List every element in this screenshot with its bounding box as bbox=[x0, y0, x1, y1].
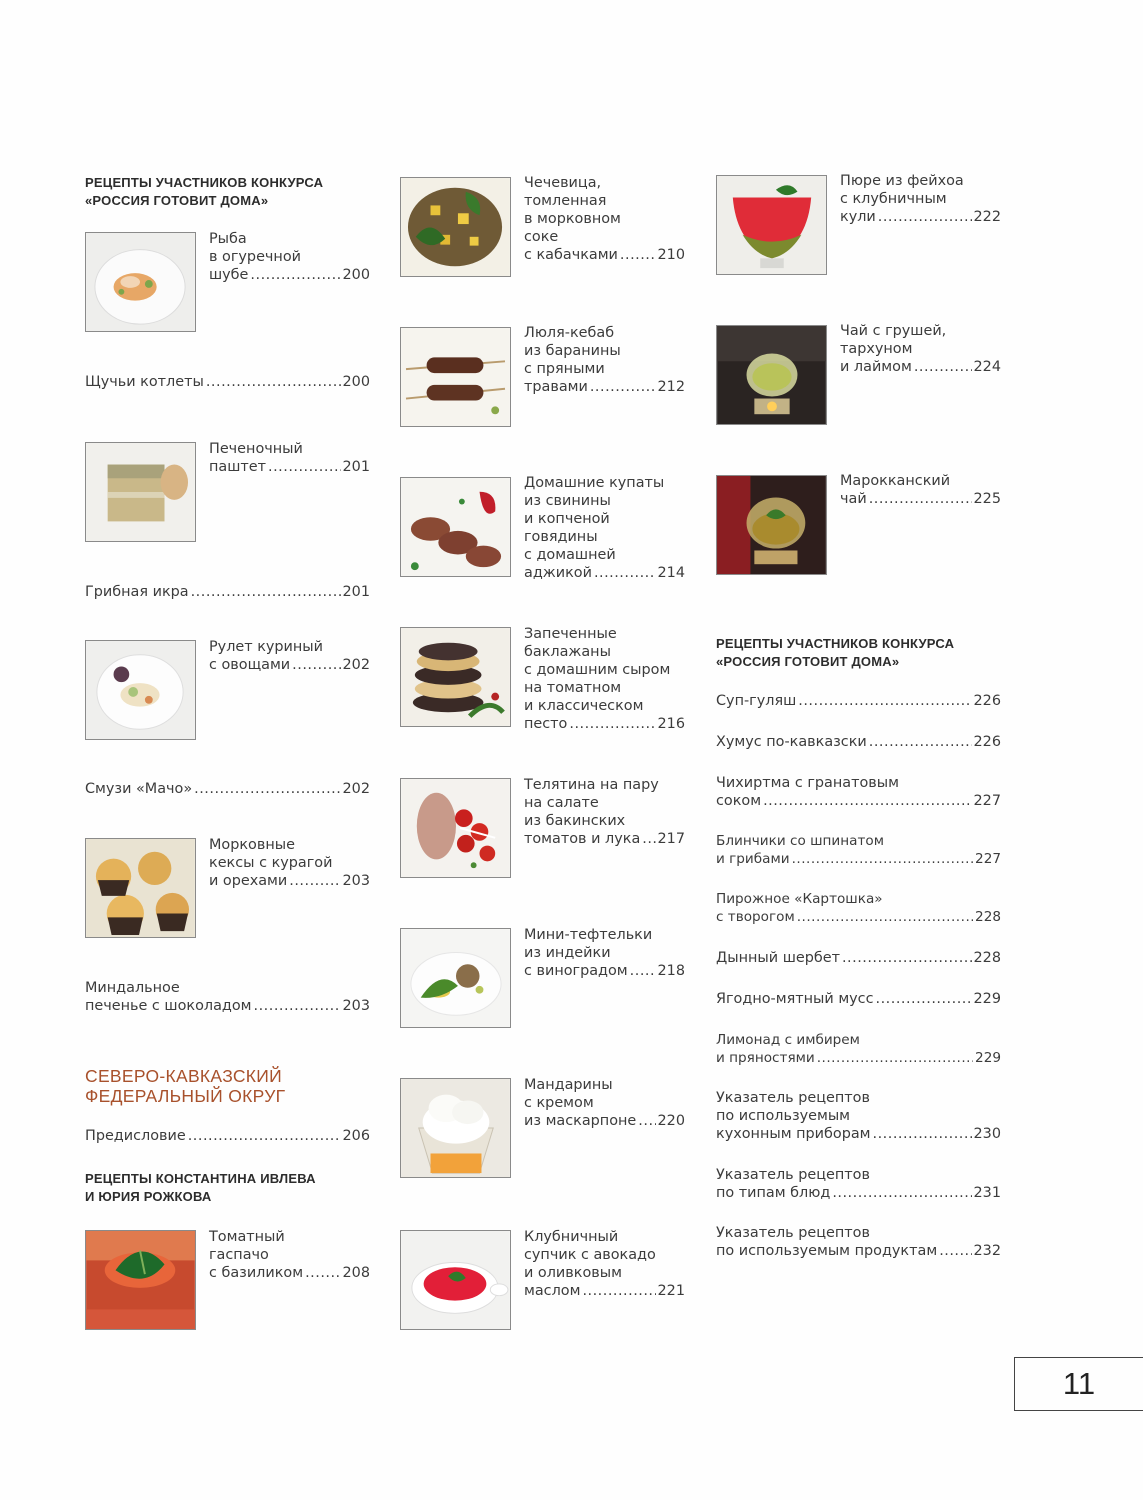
toc-entry[interactable]: Грибная икра ..... 201 bbox=[85, 583, 370, 601]
photo-eggplant bbox=[400, 627, 511, 727]
page-ref: 227 bbox=[973, 793, 1001, 809]
page-ref: 232 bbox=[973, 1243, 1001, 1259]
dot-leader bbox=[878, 208, 972, 226]
dot-leader bbox=[620, 246, 656, 264]
page-ref: 225 bbox=[973, 491, 1001, 507]
page-ref: 228 bbox=[973, 950, 1001, 966]
photo-strawberry-soup bbox=[400, 1230, 511, 1330]
toc-entry[interactable]: Указатель рецептов по используемым продуктам ..... 232 bbox=[716, 1224, 1001, 1260]
page-ref: 221 bbox=[657, 1283, 685, 1299]
page-ref: 202 bbox=[342, 657, 370, 673]
dot-leader bbox=[268, 458, 341, 476]
toc-entry[interactable]: Телятина на пару на салате из бакинских томатов и лука ..... 217 bbox=[524, 776, 685, 848]
dot-leader bbox=[289, 872, 340, 890]
dot-leader bbox=[630, 962, 656, 980]
dot-leader bbox=[869, 733, 972, 751]
toc-entry[interactable]: Суп-гуляш ..... 226 bbox=[716, 692, 1001, 710]
dot-leader bbox=[250, 266, 340, 284]
dot-leader bbox=[869, 490, 972, 508]
photo-lentils bbox=[400, 177, 511, 277]
toc-entry[interactable]: Пирожное «Картошка» с творогом ..... 228 bbox=[716, 890, 1001, 926]
toc-entry[interactable]: Ягодно-мятный мусс ..... 229 bbox=[716, 990, 1001, 1008]
page-ref: 218 bbox=[657, 963, 685, 979]
toc-entry[interactable]: Рулет куриный с овощами ..... 202 bbox=[209, 638, 370, 674]
toc-entry[interactable]: Щучьи котлеты ..... 200 bbox=[85, 373, 370, 391]
toc-entry[interactable]: Рыба в огуречной шубе ..... 200 bbox=[209, 230, 370, 284]
toc-entry[interactable]: Чихиртма с гранатовым соком ..... 227 bbox=[716, 774, 1001, 810]
page-ref: 217 bbox=[657, 831, 685, 847]
dot-leader bbox=[305, 1264, 340, 1282]
section-heading-contest-right: РЕЦЕПТЫ УЧАСТНИКОВ КОНКУРСА «РОССИЯ ГОТОВИТ ДОМА» bbox=[716, 636, 955, 669]
dot-leader bbox=[832, 1184, 971, 1202]
page-ref: 216 bbox=[657, 716, 685, 732]
page-number: 11 bbox=[1062, 1366, 1096, 1401]
page-ref: 229 bbox=[973, 991, 1001, 1007]
section-heading-contest: РЕЦЕПТЫ УЧАСТНИКОВ КОНКУРСА «РОССИЯ ГОТОВИТ ДОМА» bbox=[85, 175, 324, 208]
dot-leader bbox=[194, 780, 340, 798]
page-ref: 203 bbox=[342, 998, 370, 1014]
dot-leader bbox=[642, 830, 655, 848]
photo-muffins bbox=[85, 838, 196, 938]
page-ref: 200 bbox=[342, 374, 370, 390]
page-number-box bbox=[1014, 1357, 1143, 1411]
photo-kebab bbox=[400, 327, 511, 427]
toc-entry[interactable]: Хумус по-кавказски ..... 226 bbox=[716, 733, 1001, 751]
dot-leader bbox=[188, 1127, 341, 1145]
page-ref: 214 bbox=[657, 565, 685, 581]
toc-entry[interactable]: Запеченные баклажаны с домашним сыром на томатном и классическом песто ..... 216 bbox=[524, 625, 685, 733]
photo-gazpacho bbox=[85, 1230, 196, 1330]
photo-meatballs bbox=[400, 928, 511, 1028]
page-ref: 231 bbox=[973, 1185, 1001, 1201]
page-ref: 203 bbox=[342, 873, 370, 889]
page-ref: 230 bbox=[973, 1126, 1001, 1142]
toc-entry[interactable]: Чай с грушей, тархуном и лаймом ..... 224 bbox=[840, 322, 1001, 376]
page-ref: 226 bbox=[973, 734, 1001, 750]
toc-entry[interactable]: Чечевица, томленная в морковном соке с кабачками ..... 210 bbox=[524, 174, 685, 264]
photo-chicken-roll bbox=[85, 640, 196, 740]
photo-veal bbox=[400, 778, 511, 878]
dot-leader bbox=[594, 564, 656, 582]
photo-fish-salad bbox=[85, 232, 196, 332]
dot-leader bbox=[191, 583, 341, 601]
dot-leader bbox=[590, 378, 656, 396]
toc-entry[interactable]: Предисловие ..... 206 bbox=[85, 1127, 370, 1145]
photo-feijoa-puree bbox=[716, 175, 827, 275]
page-ref: 220 bbox=[657, 1113, 685, 1129]
dot-leader bbox=[817, 1049, 973, 1067]
dot-leader bbox=[763, 792, 971, 810]
photo-moroccan-tea bbox=[716, 475, 827, 575]
dot-leader bbox=[792, 850, 973, 868]
toc-entry[interactable]: Домашние купаты из свинины и копченой говядины с домашней аджикой ..... 214 bbox=[524, 474, 685, 582]
toc-entry[interactable]: Дынный шербет ..... 228 bbox=[716, 949, 1001, 967]
dot-leader bbox=[292, 656, 340, 674]
toc-entry[interactable]: Миндальное печенье с шоколадом ..... 203 bbox=[85, 979, 370, 1015]
section-heading-ivlev: РЕЦЕПТЫ КОНСТАНТИНА ИВЛЕВА И ЮРИЯ РОЖКОВА bbox=[85, 1171, 316, 1204]
page-ref: 201 bbox=[342, 459, 370, 475]
region-heading: СЕВЕРО-КАВКАЗСКИЙ ФЕДЕРАЛЬНЫЙ ОКРУГ bbox=[85, 1066, 286, 1106]
toc-entry[interactable]: Лимонад с имбирем и пряностями ..... 229 bbox=[716, 1031, 1001, 1067]
dot-leader bbox=[939, 1242, 971, 1260]
page-ref: 224 bbox=[973, 359, 1001, 375]
page-ref: 212 bbox=[657, 379, 685, 395]
toc-entry[interactable]: Клубничный супчик с авокадо и оливковым маслом ..... 221 bbox=[524, 1228, 685, 1300]
toc-entry[interactable]: Люля-кебаб из баранины с пряными травами ..... 212 bbox=[524, 324, 685, 396]
toc-entry[interactable]: Мандарины с кремом из маскарпоне ..... 220 bbox=[524, 1076, 685, 1130]
toc-entry[interactable]: Указатель рецептов по типам блюд ..... 231 bbox=[716, 1166, 1001, 1202]
dot-leader bbox=[254, 997, 341, 1015]
page-ref: 200 bbox=[342, 267, 370, 283]
dot-leader bbox=[842, 949, 972, 967]
toc-entry[interactable]: Томатный гаспачо с базиликом ..... 208 bbox=[209, 1228, 370, 1282]
page-ref: 222 bbox=[973, 209, 1001, 225]
dot-leader bbox=[876, 990, 972, 1008]
dot-leader bbox=[206, 373, 341, 391]
photo-kupaty bbox=[400, 477, 511, 577]
dot-leader bbox=[582, 1282, 655, 1300]
dot-leader bbox=[914, 358, 972, 376]
toc-entry[interactable]: Указатель рецептов по используемым кухонным приборам ..... 230 bbox=[716, 1089, 1001, 1143]
dot-leader bbox=[569, 715, 655, 733]
photo-pate bbox=[85, 442, 196, 542]
toc-entry[interactable]: Блинчики со шпинатом и грибами ..... 227 bbox=[716, 832, 1001, 868]
photo-pear-tea bbox=[716, 325, 827, 425]
page-ref: 208 bbox=[342, 1265, 370, 1281]
dot-leader bbox=[873, 1125, 972, 1143]
page-ref: 227 bbox=[975, 851, 1001, 867]
page-ref: 229 bbox=[975, 1050, 1001, 1066]
page-ref: 206 bbox=[342, 1128, 370, 1144]
page-ref: 228 bbox=[975, 909, 1001, 925]
toc-entry[interactable]: Печеночный паштет ..... 201 bbox=[209, 440, 370, 476]
page-ref: 226 bbox=[973, 693, 1001, 709]
page-ref: 202 bbox=[342, 781, 370, 797]
photo-tangerine-dessert bbox=[400, 1078, 511, 1178]
dot-leader bbox=[798, 692, 971, 710]
toc-entry[interactable]: Смузи «Мачо» ..... 202 bbox=[85, 780, 370, 798]
toc-entry[interactable]: Марокканский чай ..... 225 bbox=[840, 472, 1001, 508]
dot-leader bbox=[638, 1112, 655, 1130]
toc-entry[interactable]: Мини-тефтельки из индейки с виноградом ..... 218 bbox=[524, 926, 685, 980]
toc-entry[interactable]: Морковные кексы с курагой и орехами ..... 203 bbox=[209, 836, 370, 890]
toc-entry[interactable]: Пюре из фейхоа с клубничным кули ..... 222 bbox=[840, 172, 1001, 226]
page-ref: 210 bbox=[657, 247, 685, 263]
page-ref: 201 bbox=[342, 584, 370, 600]
dot-leader bbox=[797, 908, 973, 926]
